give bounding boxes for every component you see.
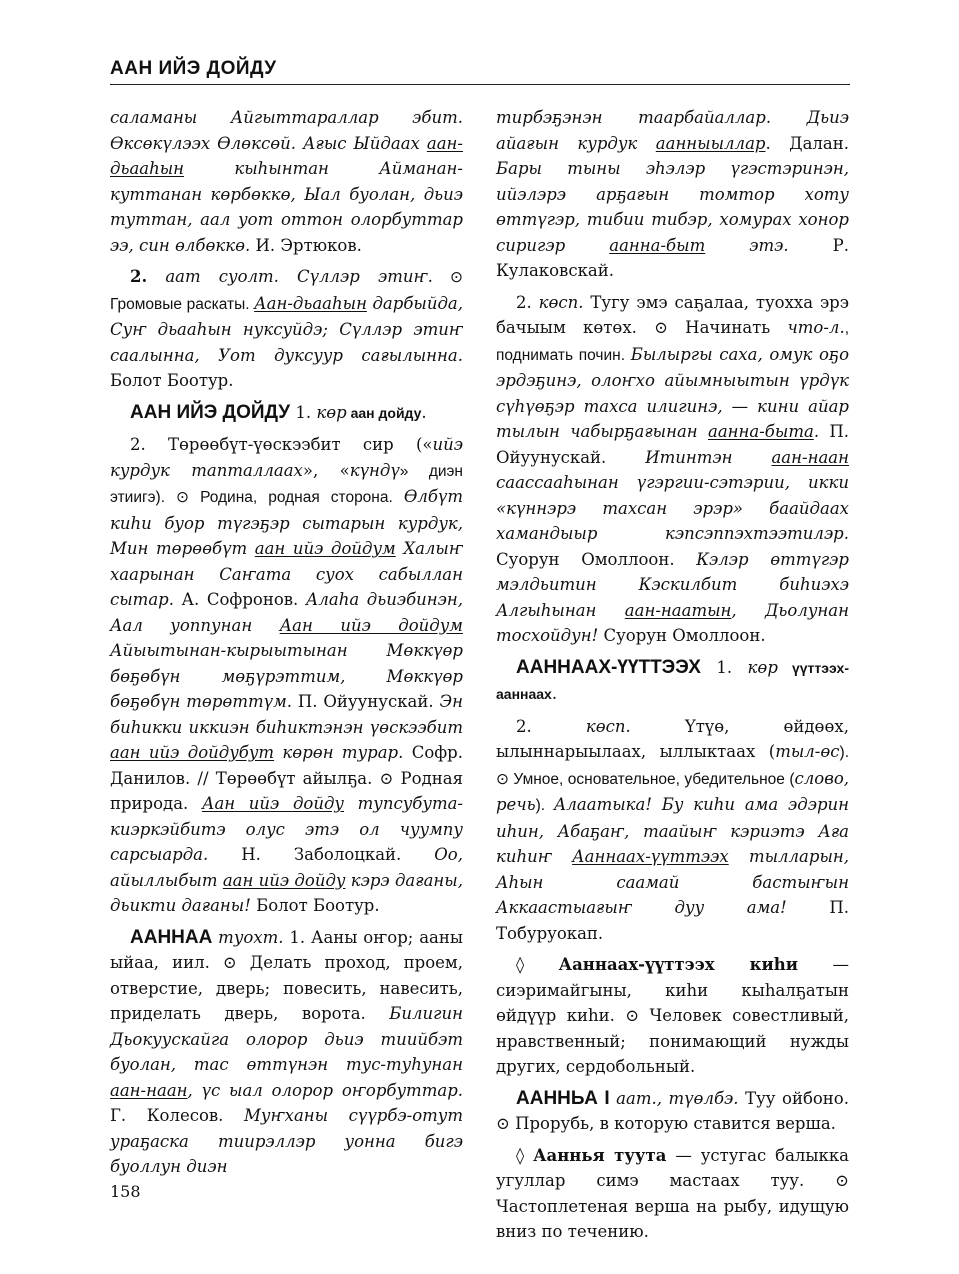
source-author: П. Тобуруокап. xyxy=(496,898,849,943)
entry-paragraph xyxy=(110,105,463,258)
source-author: Г. Колесов. xyxy=(110,1106,245,1125)
left-column xyxy=(110,105,463,1186)
example-text: Оо, айыллыбыт xyxy=(110,845,463,890)
example-text: Халыҥ хаарынан Саҥата суох сабыллан сытар. xyxy=(110,539,463,609)
keyword-underlined: аан-наан xyxy=(110,1080,188,1100)
label-text: көсп. xyxy=(585,716,631,736)
definition-text: аат суолт. Сүллэр этиҥ. xyxy=(147,267,433,286)
example-text: Айыытынан-кырыытынан Мөккүөр бөҕөбүн мөҕүрэттим, Мөккүөр бөҕөбүн төрөттүм. xyxy=(110,641,463,711)
source-author: П. Ойуунускай. xyxy=(496,422,849,467)
entry-paragraph xyxy=(496,655,849,708)
punctuation: ). xyxy=(535,797,554,814)
source-author: Р. Кулаковскай. xyxy=(496,235,849,280)
russian-translation: , поднимать почин. xyxy=(496,320,849,364)
example-text: Эн биһикки иккиэн биһиктэнэн үөскээбит xyxy=(110,692,463,737)
headword: ААННЬА I xyxy=(516,1087,610,1109)
page-number: 158 xyxy=(110,1182,141,1201)
example-text: Былыргы саха, омук оҕо эрдэҕинэ, олоҥхо айымныытын үрдүк сүһүөҕэр тахса илигинэ, — кини айар тылын чабырҕағынан xyxy=(496,344,849,441)
example-text: , үс ыал олорор оҥорбуттар. xyxy=(187,1080,463,1100)
source-author: А. Софронов. xyxy=(173,590,306,609)
entry-paragraph xyxy=(496,1143,849,1245)
punctuation: . xyxy=(551,684,558,703)
punctuation: . xyxy=(421,402,427,422)
header-rule xyxy=(110,84,850,85)
keyword-underlined: Аан-дьааһын xyxy=(254,293,367,313)
keyword-underlined: аан ийэ дойду xyxy=(222,870,346,890)
sense-number: 1. xyxy=(290,402,317,422)
example-text: Өлбүт киһи буор түгэҕэр сытарын курдук, Мин төрөөбүт xyxy=(110,487,463,558)
source-author: П. Ойуунускай. xyxy=(292,692,440,711)
sense-number: 2. xyxy=(516,292,539,312)
source-author: Суорун Омоллоон. xyxy=(496,549,697,569)
example-text: Бары тыны эһэлэр үгэстэринэн, ийэлэрэ арҕағын томтор хоту өттүгэр, тибии тибэр, хомурах хонор сиригэр xyxy=(496,159,849,255)
definition-text: — сиэримайгыны, киһи кыһалҕатын өйдүүр киһи. ⊙ Человек совестливый, нравственный; понимающий нужды других, сердобольный. xyxy=(496,955,849,1076)
keyword-underlined: аанна-быта xyxy=(707,422,814,441)
keyword-underlined: аан ийэ дойдубут xyxy=(110,743,275,762)
source-author: Болот Боотур. xyxy=(250,896,380,915)
example-text: дарбыйда, Суҥ дьааһын нуксуйдэ; Сүллэр этиҥ саалынна, Уот дуксуур сағылынна. xyxy=(110,293,463,365)
label-text: туохт. xyxy=(212,927,284,947)
cross-reference: үүттээх-ааннаах xyxy=(496,659,850,702)
sense-number: 2. xyxy=(516,716,586,736)
entry-paragraph xyxy=(496,714,849,947)
entry-paragraph xyxy=(496,1086,849,1137)
example-text: саламаны Айгыттараллар эбит. Өксөкүлээх Өлөксөй. Ағыс Ыйдаах xyxy=(110,108,463,153)
idiom-headword: Ааннья туута xyxy=(533,1145,667,1165)
running-header: ААН ИЙЭ ДОЙДУ xyxy=(110,58,277,79)
sense-number: 2. xyxy=(130,267,148,286)
source-author: Н. Заболоцкай. xyxy=(208,845,435,864)
source-author: Болот Боотур. xyxy=(110,371,234,390)
example-text: кэрэ дағаны, дьикти дағаны! xyxy=(110,870,463,915)
example-text: саассааһынан үгэргии-сэтэрии, икки «күннэрэ тахсан эрэр» баайдаах хамандыыр кэпсэппэхтээтилэр. xyxy=(496,473,849,543)
entry-paragraph xyxy=(110,400,463,427)
russian-translation: ⊙ Громовые раскаты. xyxy=(110,269,464,313)
source-author: Софр. Данилов. // Төрөөбүт айылҕа. ⊙ Родная природа. xyxy=(110,743,463,813)
label-text: аат., түөлбэ. xyxy=(609,1088,739,1108)
keyword-underlined: Аан ийэ дойду xyxy=(201,794,344,813)
keyword-underlined: Ааннаах-үүттээх xyxy=(572,847,729,866)
entry-paragraph xyxy=(110,264,463,394)
keyword-underlined: аан-наатын xyxy=(624,600,732,620)
example-text: Итинтэн xyxy=(645,447,772,467)
example-text: , Дьолунан тосхойдун! xyxy=(496,600,849,645)
sense-number: 1. xyxy=(700,657,748,677)
keyword-underlined: Аан ийэ дойдум xyxy=(279,615,463,635)
headword: ААННААХ-ҮҮТТЭЭХ xyxy=(516,656,701,678)
keyword-underlined: аанныыллар xyxy=(655,133,766,153)
definition-text: — устугас балыкка угуллар симэ мастаах туу. ⊙ Частоплетеная верша на рыбу, идущую вниз по течению. xyxy=(496,1145,849,1241)
example-text: күндү xyxy=(349,460,400,480)
entry-paragraph xyxy=(110,925,463,1180)
label-text: көр xyxy=(747,657,778,677)
source-author: Суорун Омоллоон. xyxy=(598,626,766,645)
example-text: тупсубута-киэркэйбитэ олус этэ ол чуумпу сарсыарда. xyxy=(110,794,464,864)
label-text: көсп. xyxy=(538,292,584,312)
example-text: Алаһа дьиэбинэн, Аал уоппунан xyxy=(110,590,463,635)
example-text: тылларын, Аһын саамай бастыҥын Аккаастыағыҥ дуу ама! xyxy=(496,847,849,917)
idiom-marker: ◊ xyxy=(516,1145,534,1165)
example-text: ийэ курдук тапталлаах xyxy=(110,435,463,480)
source-author: . Далан. xyxy=(765,133,849,153)
entry-paragraph xyxy=(496,952,849,1080)
example-text: Билигин Дьокуускайга олорор дьиэ тиийбэт буолан, тас өттүнэн тус-туһунан xyxy=(110,1004,463,1074)
label-text: что-л. xyxy=(787,318,845,337)
russian-translation: » диэн этиигэ). ⊙ Родина, родная сторона. xyxy=(110,462,463,506)
keyword-underlined: аан-наан xyxy=(771,447,849,467)
example-text: Кэлэр өттүгэр мэлдьитин Кэскилбит биһиэхэ Алгыһынан xyxy=(496,549,849,620)
example-text: Муҥханы сүүрбэ-отут ураҕаска тиирэллэр уонна бигэ буоллун диэн xyxy=(110,1106,464,1176)
definition-text: Тугу эмэ саҕалаа, туохха эрэ бачыым көтөх. ⊙ Начинать xyxy=(496,292,849,337)
example-text: Алаатыка! Бу киһи ама эдэрин иһин, Абаҕаҥ, таайыҥ кэриэтэ Ағa киһиҥ xyxy=(496,795,850,866)
headword: ААННАА xyxy=(130,926,213,948)
entry-paragraph xyxy=(496,105,849,284)
source-author: И. Эртюков. xyxy=(250,235,362,255)
keyword-underlined: аанна-быт xyxy=(609,235,706,255)
entry-paragraph xyxy=(110,432,463,919)
label-text: тыл-өс xyxy=(775,742,840,761)
definition-text: Үтүө, өйдөөх, ылыннарыылаах, ыллыктаах ( xyxy=(496,716,849,761)
idiom-headword: Ааннаах-үүттээх киһи xyxy=(558,955,798,974)
right-column xyxy=(496,105,849,1251)
keyword-underlined: аан-дьааһын xyxy=(110,133,463,178)
example-text: көрөн турар. xyxy=(274,743,404,762)
definition-text: 2. Төрөөбүт-үөскээбит сир (« xyxy=(130,435,433,454)
example-text: этэ. xyxy=(705,235,789,255)
definition-text: 1. Ааны оҥор; ааны ыйаа, иил. ⊙ Делать проход, проем, отверстие, дверь; повесить, навесить, приделать дверь, ворота. xyxy=(110,927,463,1023)
russian-translation: ). ⊙ Умное, основательное, убедительное ( xyxy=(496,744,849,788)
keyword-underlined: аан ийэ дойдум xyxy=(254,539,396,558)
label-text: слово, речь xyxy=(496,768,849,814)
example-text: тирбэҕэнэн таарбайаллар. Дьиэ айағын курдук xyxy=(496,108,849,153)
label-text: көр xyxy=(316,402,347,422)
entry-paragraph xyxy=(496,290,849,649)
cross-reference: аан дойду xyxy=(346,404,422,421)
idiom-marker: ◊ xyxy=(516,955,559,974)
headword: ААН ИЙЭ ДОЙДУ xyxy=(130,401,291,423)
example-text: кыһынтан Айманан-куттанан көрбөккө, Ыал буолан, дьиэ туттан, аал уот оттон олорбуттар ээ, син өлбөккө. xyxy=(110,159,463,255)
definition-text: Туу ойбоно. ⊙ Прорубь, в которую ставится верша. xyxy=(496,1088,849,1133)
punctuation: . xyxy=(813,422,820,441)
punctuation: », « xyxy=(302,460,350,480)
